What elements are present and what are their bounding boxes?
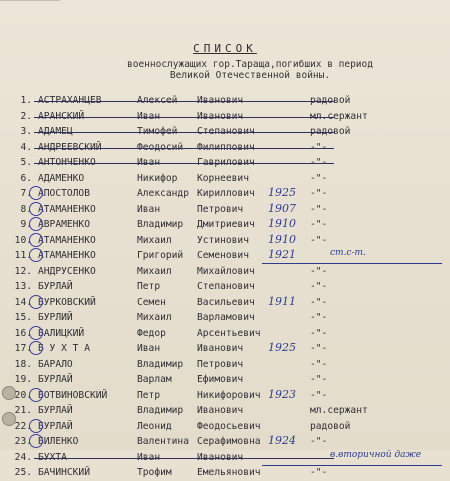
row-surname: АДАМЕЦ <box>38 126 73 137</box>
row-surname: АТАМАНЕНКО <box>38 234 96 246</box>
row-year: 1921 <box>268 248 296 261</box>
row-note: ст.с-т. <box>330 248 366 258</box>
row-surname: АТАМАНЕНКО <box>38 250 96 261</box>
row-rank: -"- <box>310 467 328 478</box>
list-item <box>0 186 450 202</box>
row-firstname: Алексей <box>137 95 178 106</box>
row-firstname: Валентина <box>137 436 189 447</box>
row-num: 16. <box>14 327 32 339</box>
row-firstname: Феодосий <box>137 141 184 153</box>
row-patronymic: Гаврилович <box>197 157 255 168</box>
row-num: 6. <box>20 172 32 184</box>
list-item <box>0 465 450 481</box>
ink-circle-mark <box>29 326 43 340</box>
list-item <box>0 279 450 295</box>
row-firstname: Владимир <box>137 358 184 370</box>
row-firstname: Михаил <box>137 312 172 323</box>
row-rank: -"- <box>310 296 328 308</box>
row-rank: -"- <box>310 389 328 401</box>
row-firstname: Трофим <box>137 467 172 478</box>
row-num: 20. <box>14 389 32 401</box>
row-patronymic: Петрович <box>197 203 244 215</box>
row-patronymic: Никифорович <box>197 389 261 401</box>
row-patronymic: Михайлович <box>197 265 255 277</box>
list-item <box>0 326 450 342</box>
row-year: 1911 <box>268 294 296 308</box>
list-item <box>0 109 450 125</box>
row-num: 19. <box>14 374 32 385</box>
row-note: в.вторичной даже <box>330 449 422 460</box>
row-rank: -"- <box>310 219 328 230</box>
ink-circle-mark <box>29 419 43 433</box>
row-surname: АНТОНЧЕНКО <box>38 157 96 168</box>
row-firstname: Иван <box>137 157 161 168</box>
list-item <box>0 372 450 388</box>
strikethrough-line <box>34 117 334 118</box>
ink-circle-mark <box>29 217 43 231</box>
row-num: 10. <box>14 234 32 246</box>
document-subtitle-line1: военнослужащих гор.Тараща,погибших в период <box>127 59 373 70</box>
row-rank: -"- <box>310 157 328 168</box>
row-year: 1907 <box>268 201 296 215</box>
row-surname: АНДРЕЕВСКИЙ <box>38 141 102 153</box>
row-surname: БУРЛАЙ <box>38 374 73 385</box>
row-num: 23. <box>14 436 32 447</box>
row-patronymic: Устинович <box>197 234 249 246</box>
row-firstname: Федор <box>137 327 166 339</box>
list-item <box>0 171 450 187</box>
row-num: 4. <box>20 141 32 153</box>
strikethrough-line <box>34 101 334 102</box>
list-item <box>0 140 450 156</box>
row-firstname: Александр <box>137 188 189 199</box>
row-patronymic: Ефимович <box>197 374 244 385</box>
row-rank: -"- <box>310 188 328 199</box>
row-patronymic: Арсентьевич <box>197 327 261 339</box>
list-item <box>0 248 450 264</box>
row-year: 1924 <box>268 434 296 447</box>
row-year: 1923 <box>268 387 296 401</box>
row-rank: -"- <box>310 265 328 277</box>
row-rank: -"- <box>310 327 328 339</box>
row-num: 24. <box>14 451 32 463</box>
list-item <box>0 403 450 419</box>
row-num: 7. <box>20 188 32 199</box>
ink-circle-mark <box>29 233 43 247</box>
row-num: 8. <box>20 203 32 215</box>
row-firstname: Тимофей <box>137 126 178 137</box>
ink-circle-mark <box>29 248 43 262</box>
row-rank: -"- <box>310 141 328 153</box>
row-patronymic: Петрович <box>197 358 244 370</box>
row-patronymic: Серафимовна <box>197 436 261 447</box>
row-year: 1925 <box>268 186 296 199</box>
strikethrough-line <box>34 148 334 149</box>
document-subtitle-line2: Великой Отечественной войны. <box>169 70 331 81</box>
row-num: 18. <box>14 358 32 370</box>
row-num: 13. <box>14 281 32 292</box>
strikethrough-line <box>34 458 334 459</box>
document-title: СПИСОК <box>193 42 257 55</box>
ink-circle-mark <box>29 202 43 216</box>
row-rank: мл.сержант <box>310 405 368 416</box>
row-surname: АНДРУСЕНКО <box>38 265 96 277</box>
row-num: 9. <box>20 219 32 230</box>
list-item <box>0 202 450 218</box>
row-num: 25. <box>14 467 32 478</box>
row-num: 11. <box>14 250 32 261</box>
list-item <box>0 264 450 280</box>
list-item <box>0 388 450 404</box>
row-surname: Б У Х Т А <box>38 343 90 354</box>
row-patronymic: Филиппович <box>197 141 255 153</box>
list-item <box>0 434 450 450</box>
row-patronymic: Кириллович <box>197 188 255 199</box>
row-num: 1. <box>20 95 32 106</box>
row-surname: БАРАЛО <box>38 358 73 370</box>
row-surname: БАЧИНСКИЙ <box>38 467 90 478</box>
row-year: 1910 <box>268 232 296 246</box>
ink-circle-mark <box>29 434 43 448</box>
row-patronymic: Варламович <box>197 312 255 323</box>
row-firstname: Михаил <box>137 265 172 277</box>
list-item <box>0 341 450 357</box>
list-item <box>0 295 450 311</box>
row-firstname: Иван <box>137 451 161 463</box>
row-num: 14. <box>14 296 32 308</box>
row-firstname: Михаил <box>137 234 172 246</box>
row-rank: -"- <box>310 172 328 184</box>
list-item <box>0 233 450 249</box>
row-rank: радовой <box>310 95 351 106</box>
row-firstname: Семен <box>137 296 166 308</box>
row-rank: -"- <box>310 374 328 385</box>
row-patronymic: Степанович <box>197 126 255 137</box>
row-patronymic: Иванович <box>197 110 244 122</box>
row-surname: БУРЛАЙ <box>38 405 73 416</box>
row-patronymic: Дмитриевич <box>197 219 255 230</box>
row-num: 21. <box>14 405 32 416</box>
row-patronymic: Иванович <box>197 451 244 463</box>
row-firstname: Иван <box>137 203 161 215</box>
row-patronymic: Феодосьевич <box>197 420 261 432</box>
list-item <box>0 450 450 466</box>
row-year: 1910 <box>268 217 296 230</box>
row-surname: БУРЛАЙ <box>38 420 73 432</box>
ink-circle-mark <box>29 295 43 309</box>
list-item <box>0 124 450 140</box>
row-firstname: Владимир <box>137 405 184 416</box>
row-rank: -"- <box>310 281 328 292</box>
row-surname: БОТВИНОВСКИЙ <box>38 389 108 401</box>
row-surname: АРАНСКИЙ <box>38 110 85 122</box>
row-num: 22. <box>14 420 32 432</box>
list-item <box>0 419 450 435</box>
row-surname: БУРЛАЙ <box>38 281 73 292</box>
list-item <box>0 217 450 233</box>
row-patronymic: Емельянович <box>197 467 261 478</box>
row-num: 3. <box>20 126 32 137</box>
row-num: 2. <box>20 110 32 122</box>
row-num: 12. <box>14 265 32 277</box>
row-firstname: Петр <box>137 389 161 401</box>
row-firstname: Григорий <box>137 250 184 261</box>
row-rank: радовой <box>310 126 351 137</box>
row-firstname: Петр <box>137 281 161 292</box>
strikethrough-line <box>34 132 334 133</box>
row-patronymic: Степанович <box>197 281 255 292</box>
ink-circle-mark <box>29 341 43 355</box>
row-patronymic: Корнеевич <box>197 172 249 184</box>
list-item <box>0 155 450 171</box>
row-rank: -"- <box>310 312 328 323</box>
row-patronymic: Иванович <box>197 95 244 106</box>
row-num: 15. <box>14 312 32 323</box>
row-surname: БИЛЕНКО <box>38 436 79 447</box>
list-item <box>0 93 450 109</box>
row-surname: БУРКОВСКИЙ <box>38 296 96 308</box>
row-surname: АТАМАНЕНКО <box>38 203 96 215</box>
row-patronymic: Иванович <box>197 405 244 416</box>
row-year: 1925 <box>268 341 296 354</box>
row-patronymic: Васильевич <box>197 296 255 308</box>
row-num: 5. <box>20 157 32 168</box>
row-rank: радовой <box>310 420 351 432</box>
row-patronymic: Семенович <box>197 250 249 261</box>
row-surname: АПОСТОЛОВ <box>38 188 90 199</box>
row-rank: -"- <box>310 436 328 447</box>
row-num: 17. <box>14 343 32 354</box>
list-item <box>0 310 450 326</box>
row-firstname: Иван <box>137 343 161 354</box>
ink-circle-mark <box>29 186 43 200</box>
row-rank: -"- <box>310 358 328 370</box>
row-surname: БАЛИЦКИЙ <box>38 327 85 339</box>
list-item <box>0 357 450 373</box>
page-fold <box>0 0 60 7</box>
row-firstname: Варлам <box>137 374 172 385</box>
row-patronymic: Иванович <box>197 343 244 354</box>
row-firstname: Иван <box>137 110 161 122</box>
row-surname: БУРЛИЙ <box>38 312 73 323</box>
row-rank: -"- <box>310 203 328 215</box>
row-firstname: Леонид <box>137 420 172 432</box>
strikethrough-line <box>34 163 334 164</box>
row-surname: АДАМЕНКО <box>38 172 85 184</box>
row-surname: АВРАМЕНКО <box>38 219 90 230</box>
row-surname: АСТРАХАНЦЕВ <box>38 95 102 106</box>
row-rank: мл.сержант <box>310 110 368 122</box>
ink-circle-mark <box>29 388 43 402</box>
row-rank: -"- <box>310 234 328 246</box>
casualty-list <box>0 93 450 481</box>
row-firstname: Никифор <box>137 172 178 184</box>
row-rank: -"- <box>310 343 328 354</box>
row-firstname: Владимир <box>137 219 184 230</box>
row-surname: БУХТА <box>38 451 67 463</box>
